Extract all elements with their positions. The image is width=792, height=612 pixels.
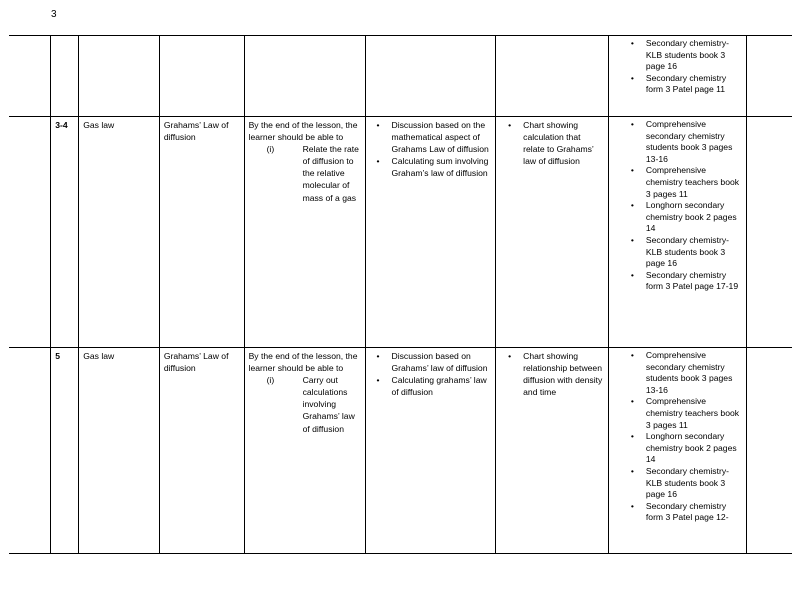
- objectives-cell: [244, 117, 366, 348]
- references-list-item: • Secondary chemistry form 3 Patel page 12-: [646, 501, 742, 524]
- references-list-item: • Secondary chemistry-KLB students book 3 page 16: [646, 466, 742, 501]
- activities-list-item: • Discussion based on Grahams’ law of diffusion: [391, 350, 491, 374]
- references-cell: [608, 348, 746, 554]
- references-list-item: • Comprehensive chemistry teachers book 3 pages 11: [646, 396, 742, 431]
- references-list: [629, 38, 742, 96]
- lesson-cell: [51, 117, 79, 348]
- references-list-item: • Comprehensive secondary chemistry students book 3 pages 13-16: [646, 119, 742, 165]
- references-list-item: • Comprehensive chemistry teachers book 3 pages 11: [646, 165, 742, 200]
- week-cell: [9, 117, 51, 348]
- subtopic-cell: [159, 36, 244, 117]
- objective-number: (i): [266, 375, 275, 386]
- topic-cell: [79, 348, 160, 554]
- objectives-cell: [244, 348, 366, 554]
- topic-value: Gas law: [83, 351, 115, 361]
- objectives-cell: [244, 36, 366, 117]
- resources-list: [506, 350, 604, 398]
- resources-list-item: • Chart showing relationship between diffusion with density and time: [523, 350, 604, 398]
- resources-list: [506, 119, 604, 167]
- week-cell: [9, 36, 51, 117]
- table-row: [9, 36, 792, 117]
- references-list-item: • Secondary chemistry form 3 Patel page 17-19: [646, 270, 742, 293]
- activities-cell: [366, 117, 496, 348]
- references-list-item: • Secondary chemistry-KLB students book 3 page 16: [646, 38, 742, 73]
- table-row: [9, 117, 792, 348]
- resources-cell: [496, 36, 609, 117]
- activities-list: [374, 119, 491, 179]
- topic-value: Gas law: [83, 120, 115, 130]
- remarks-cell: [746, 36, 792, 117]
- lesson-value: 3-4: [55, 120, 68, 130]
- resources-cell: [496, 117, 609, 348]
- lesson-cell: [51, 36, 79, 117]
- subtopic-cell: [159, 348, 244, 554]
- resources-cell: [496, 348, 609, 554]
- week-cell: [9, 348, 51, 554]
- objective-text: Relate the rate of diffusion to the relative molecular of mass of a gas: [302, 144, 359, 203]
- objective-text: Carry out calculations involving Grahams’ law of diffusion: [302, 375, 355, 434]
- remarks-cell: [746, 348, 792, 554]
- topic-cell: [79, 117, 160, 348]
- references-cell: [608, 36, 746, 117]
- references-list: [629, 119, 742, 293]
- references-list-item: • Secondary chemistry-KLB students book 3 page 16: [646, 235, 742, 270]
- objective-intro: By the end of the lesson, the learner should be able to: [248, 351, 358, 374]
- resources-list-item: • Chart showing calculation that relate to Grahams’ law of diffusion: [523, 119, 604, 167]
- activities-cell: [366, 36, 496, 117]
- subtopic-cell: [159, 117, 244, 348]
- objective-item: [249, 374, 362, 434]
- scheme-of-work-table: [9, 35, 792, 554]
- references-list-item: • Longhorn secondary chemistry book 2 pages 14: [646, 431, 742, 466]
- activities-list-item: • Calculating sum involving Graham’s law of diffusion: [391, 155, 491, 179]
- activities-list: [374, 350, 491, 398]
- subtopic-value: Grahams’ Law of diffusion: [163, 351, 229, 374]
- objective-number: (i): [266, 144, 275, 155]
- activities-list-item: • Discussion based on the mathematical aspect of Grahams Law of diffusion: [391, 119, 491, 155]
- references-cell: [608, 117, 746, 348]
- remarks-cell: [746, 117, 792, 348]
- activities-list-item: • Calculating grahams’ law of diffusion: [391, 374, 491, 398]
- objective-intro: By the end of the lesson, the learner should be able to: [248, 120, 358, 143]
- page-number: 3: [51, 9, 57, 20]
- lesson-cell: [51, 348, 79, 554]
- references-list-item: • Longhorn secondary chemistry book 2 pages 14: [646, 200, 742, 235]
- table-row: [9, 348, 792, 554]
- references-list-item: • Comprehensive secondary chemistry students book 3 pages 13-16: [646, 350, 742, 396]
- objective-item: [249, 143, 362, 203]
- topic-cell: [79, 36, 160, 117]
- activities-cell: [366, 348, 496, 554]
- lesson-value: 5: [55, 351, 61, 361]
- references-list: [629, 350, 742, 524]
- subtopic-value: Grahams’ Law of diffusion: [163, 120, 229, 143]
- references-list-item: • Secondary chemistry form 3 Patel page 11: [646, 73, 742, 96]
